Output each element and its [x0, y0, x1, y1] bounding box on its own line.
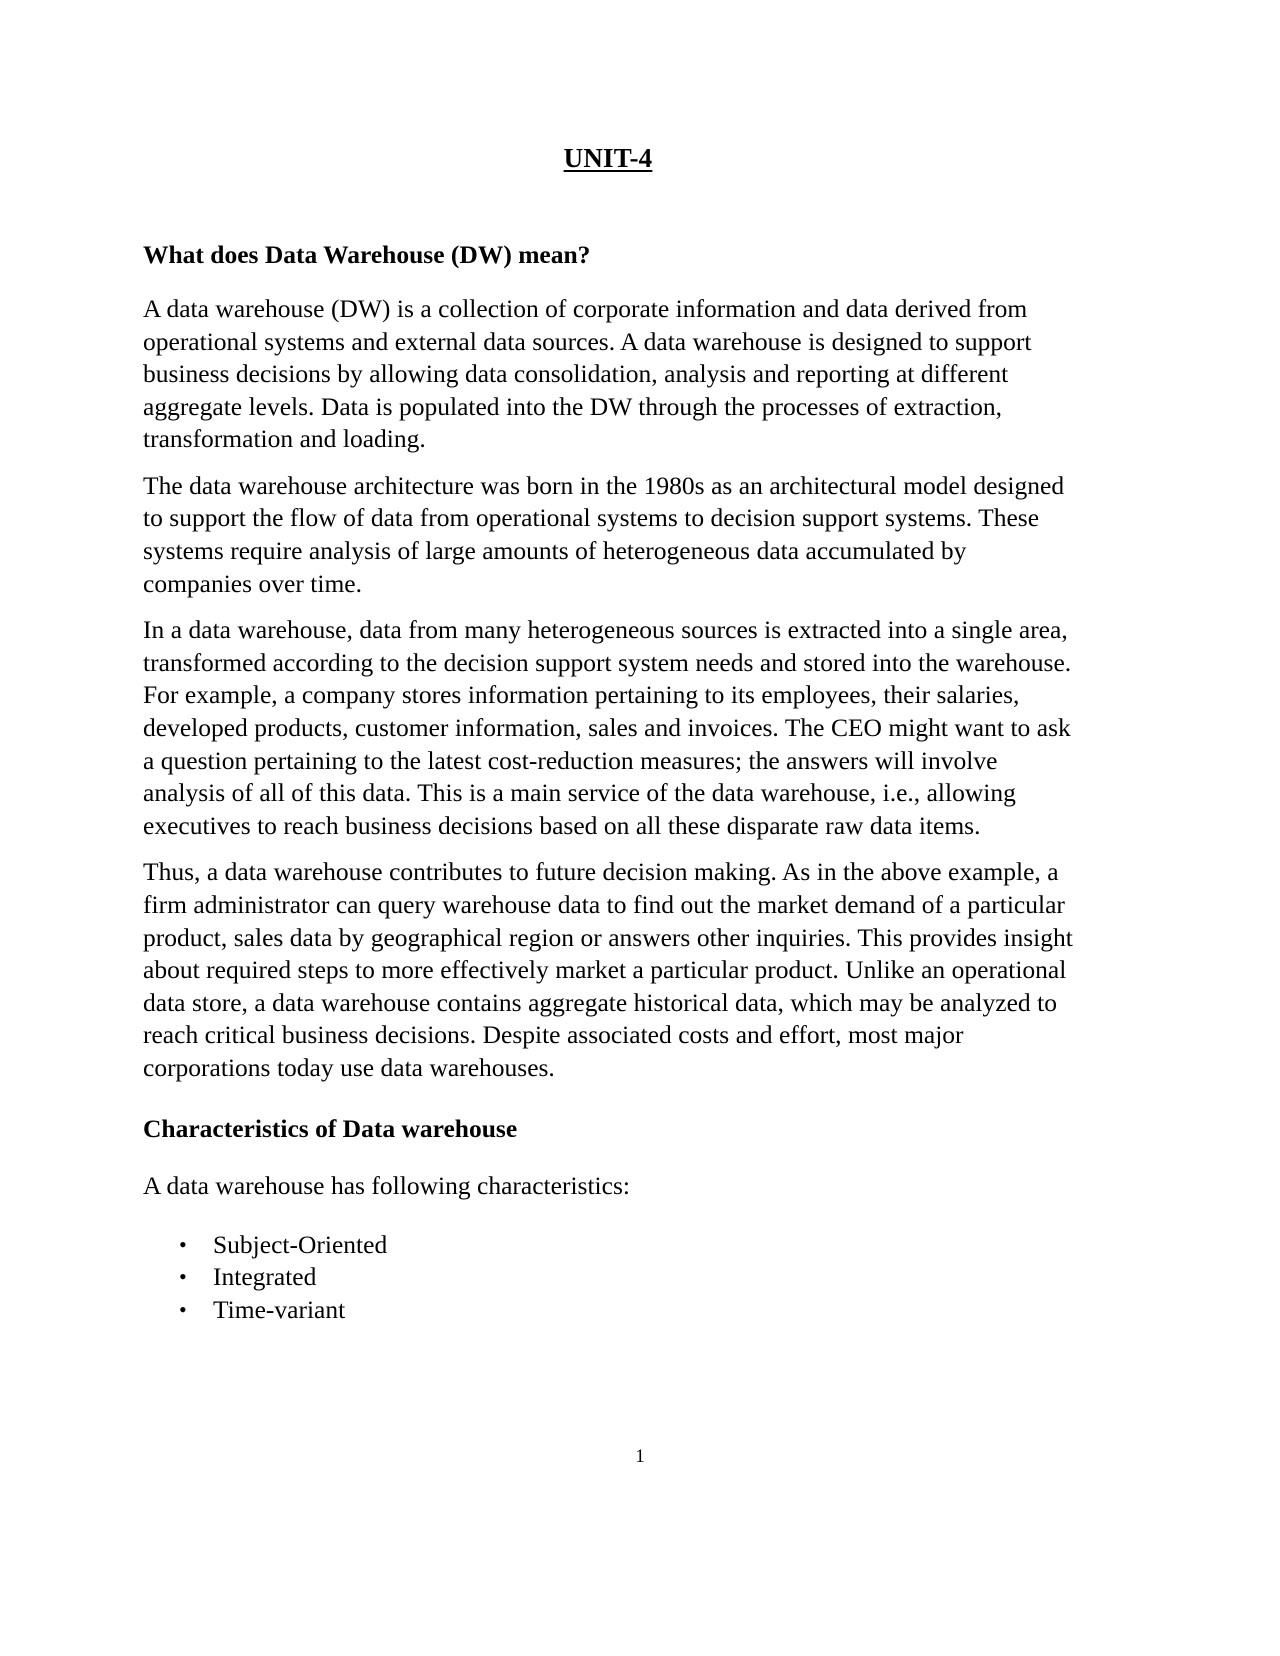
- paragraph-dw-definition: A data warehouse (DW) is a collection of corporate information and data derived from operational systems and external data sources. A data warehouse is designed to support business decisions by allowing data consolidation, analysis and reporting at different aggregate levels. Data is populated into the DW through the processes of extraction, transformation and loading.: [143, 293, 1032, 454]
- spacer: [143, 1144, 1073, 1170]
- paragraph-characteristics-intro: A data warehouse has following characteristics:: [143, 1171, 630, 1201]
- spacer: [143, 271, 1073, 293]
- page-title: [143, 0, 1073, 174]
- paragraph-dw-decision-making: Thus, a data warehouse contributes to future decision making. As in the above example, a firm administrator can query warehouse data to find out the market demand of a particular product, sales data by geographical region or answers other inquiries. This provides insight about required steps to more effectively market a particular product. Unlike an operational data store, a data warehouse contains aggregate historical data, which may be analyzed to reach critical business decisions. Despite associated costs and effort, most major corporations today use data warehouses.: [143, 857, 1073, 1082]
- spacer: [143, 600, 1073, 614]
- paragraph-dw-extraction-example: In a data warehouse, data from many heterogeneous sources is extracted into a single area, transformed according to the decision support system needs and stored into the warehouse. For example, a company stores information pertaining to its employees, their salaries, developed products, customer information, sales and invoices. The CEO might want to ask a question pertaining to the latest cost-reduction measures; the answers will involve analysis of all of this data. This is a main service of the data warehouse, i.e., allowing executives to reach business decisions based on all these disparate raw data items.: [143, 615, 1072, 840]
- list-item-label: Integrated: [213, 1262, 317, 1292]
- list-item-label: Subject-Oriented: [213, 1230, 388, 1260]
- paragraph-dw-architecture-history: The data warehouse architecture was born in the 1980s as an architectural model designed to support the flow of data from operational systems to decision support systems. These systems require analysis of large amounts of heterogeneous data accumulated by companies over time.: [143, 470, 1065, 598]
- list-item-label: Time-variant: [213, 1294, 346, 1324]
- list-item: [143, 1229, 1073, 1261]
- spacer: [143, 1085, 1073, 1113]
- spacer: [143, 842, 1073, 856]
- document-body: [143, 0, 1073, 1326]
- bullet-icon: •: [179, 1296, 187, 1322]
- spacer: [143, 174, 1073, 239]
- characteristics-list: [143, 1229, 1073, 1326]
- bullet-icon: •: [179, 1232, 187, 1258]
- spacer: [143, 456, 1073, 470]
- list-item: [143, 1294, 1073, 1326]
- spacer: [143, 1203, 1073, 1229]
- bullet-icon: •: [179, 1264, 187, 1290]
- page-number: 1: [635, 1446, 645, 1467]
- page-title-text: UNIT-4: [563, 143, 653, 173]
- section-heading-characteristics: Characteristics of Data warehouse: [143, 1113, 518, 1143]
- section-heading-what-is-dw: What does Data Warehouse (DW) mean?: [143, 240, 591, 270]
- list-item: [143, 1261, 1073, 1293]
